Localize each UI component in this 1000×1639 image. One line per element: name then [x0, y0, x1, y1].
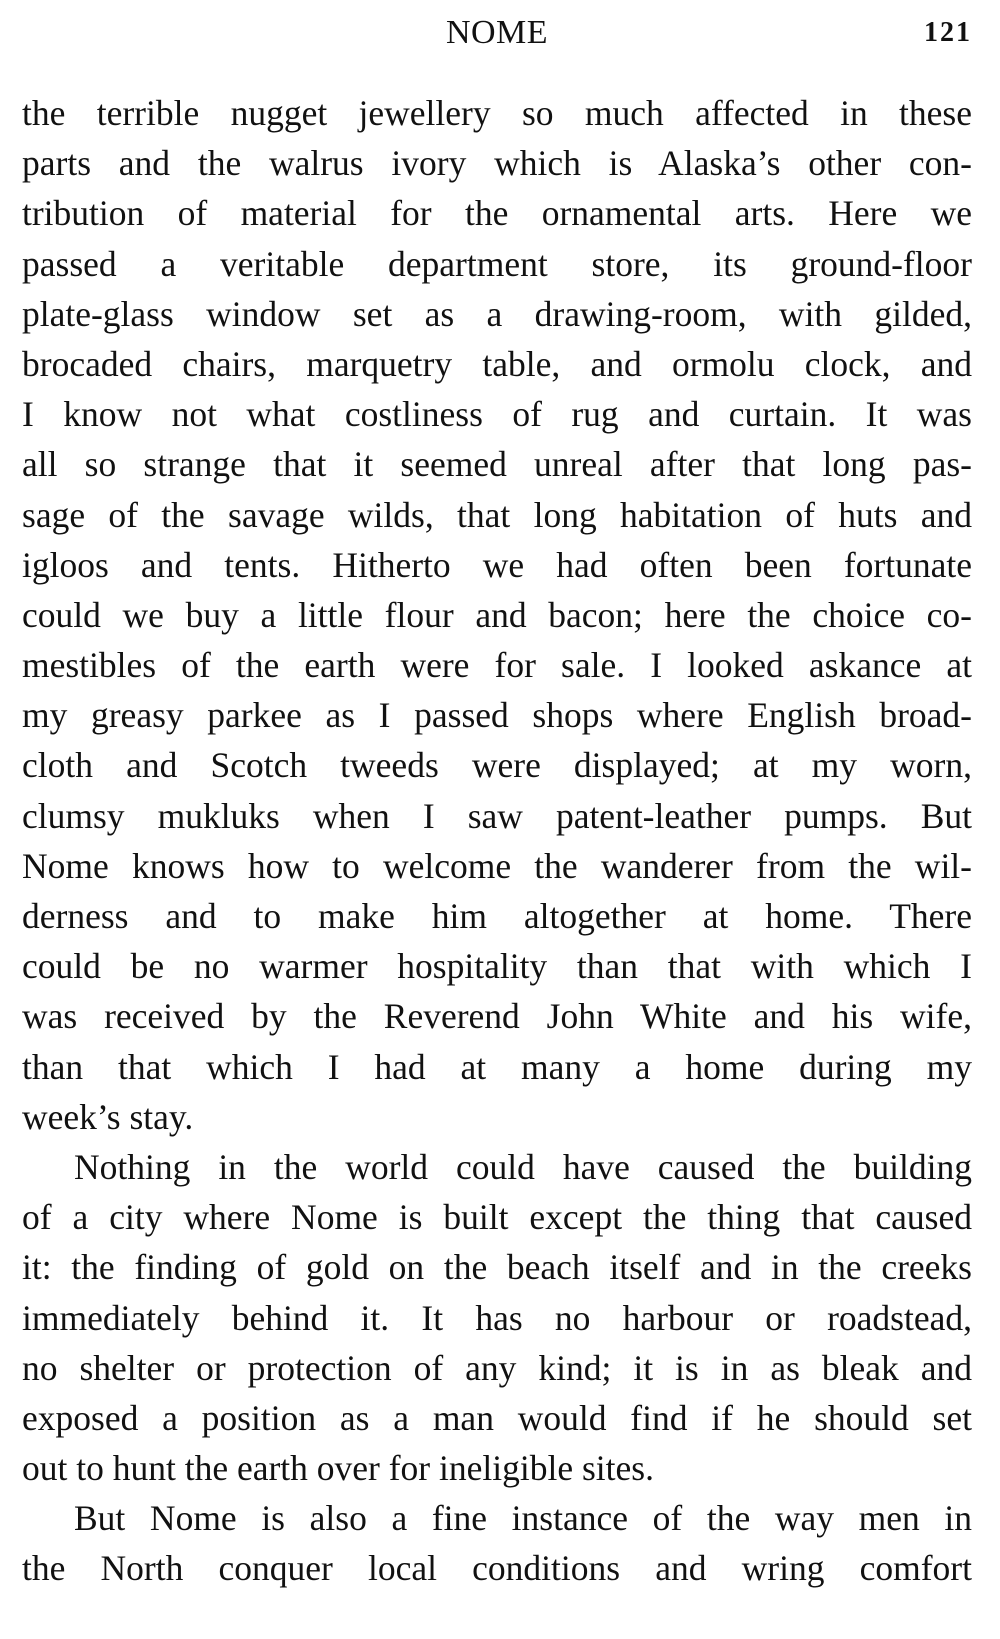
text-line: parts and the walrus ivory which is Alaska’s other con- — [22, 143, 972, 184]
text-line: immediately behind it. It has no harbour or roadstead, — [22, 1297, 972, 1338]
running-title: NOME — [445, 14, 549, 51]
text-line: the North conquer local conditions and wring comfort — [22, 1548, 972, 1589]
text-line: plate-glass window set as a drawing-room, with gilded, — [22, 293, 972, 334]
text-line: But Nome is also a fine instance of the way men in — [74, 1498, 972, 1539]
text-line: the terrible nugget jewellery so much affected in these — [22, 93, 972, 133]
text-line: clumsy mukluks when I saw patent-leather pumps. But — [22, 795, 972, 836]
text-line: no shelter or protection of any kind; it is in as bleak and — [22, 1347, 972, 1388]
text-line: cloth and Scotch tweeds were displayed; at my worn, — [22, 745, 972, 786]
running-head — [22, 14, 972, 64]
text-line: my greasy parkee as I passed shops where English broad- — [22, 695, 972, 736]
paragraph-1 — [22, 88, 972, 1142]
text-line: it: the finding of gold on the beach itself and in the creeks — [22, 1247, 972, 1288]
text-line: exposed a position as a man would find if he should set — [22, 1397, 972, 1438]
text-line: sage of the savage wilds, that long habitation of huts and — [22, 494, 972, 535]
text-line: could be no warmer hospitality than that with which I — [22, 946, 972, 987]
text-line: I know not what costliness of rug and curtain. It was — [22, 394, 972, 435]
paragraph-2 — [22, 1142, 972, 1493]
text-line: brocaded chairs, marquetry table, and ormolu clock, and — [22, 343, 972, 384]
page-number: 121 — [924, 17, 972, 48]
text-line: tribution of material for the ornamental arts. Here we — [22, 193, 972, 234]
text-line: igloos and tents. Hitherto we had often been fortunate — [22, 544, 972, 585]
text-line: passed a veritable department store, its ground-floor — [22, 243, 972, 284]
text-line: than that which I had at many a home during my — [22, 1046, 972, 1087]
paragraph-3 — [22, 1493, 972, 1593]
text-line: mestibles of the earth were for sale. I looked askance at — [22, 645, 972, 686]
text-line: of a city where Nome is built except the thing that caused — [22, 1197, 972, 1238]
text-line: all so strange that it seemed unreal after that long pas- — [22, 444, 972, 485]
text-line: week’s stay. — [22, 1096, 194, 1137]
text-line: derness and to make him altogether at home. There — [22, 896, 972, 936]
text-line: Nome knows how to welcome the wanderer from the wil- — [22, 845, 972, 886]
text-line: out to hunt the earth over for ineligible sites. — [22, 1448, 654, 1489]
body-text — [22, 88, 972, 1594]
text-line: could we buy a little flour and bacon; here the choice co- — [22, 594, 972, 635]
text-line: Nothing in the world could have caused the building — [74, 1146, 972, 1187]
text-line: was received by the Reverend John White and his wife, — [22, 996, 972, 1037]
